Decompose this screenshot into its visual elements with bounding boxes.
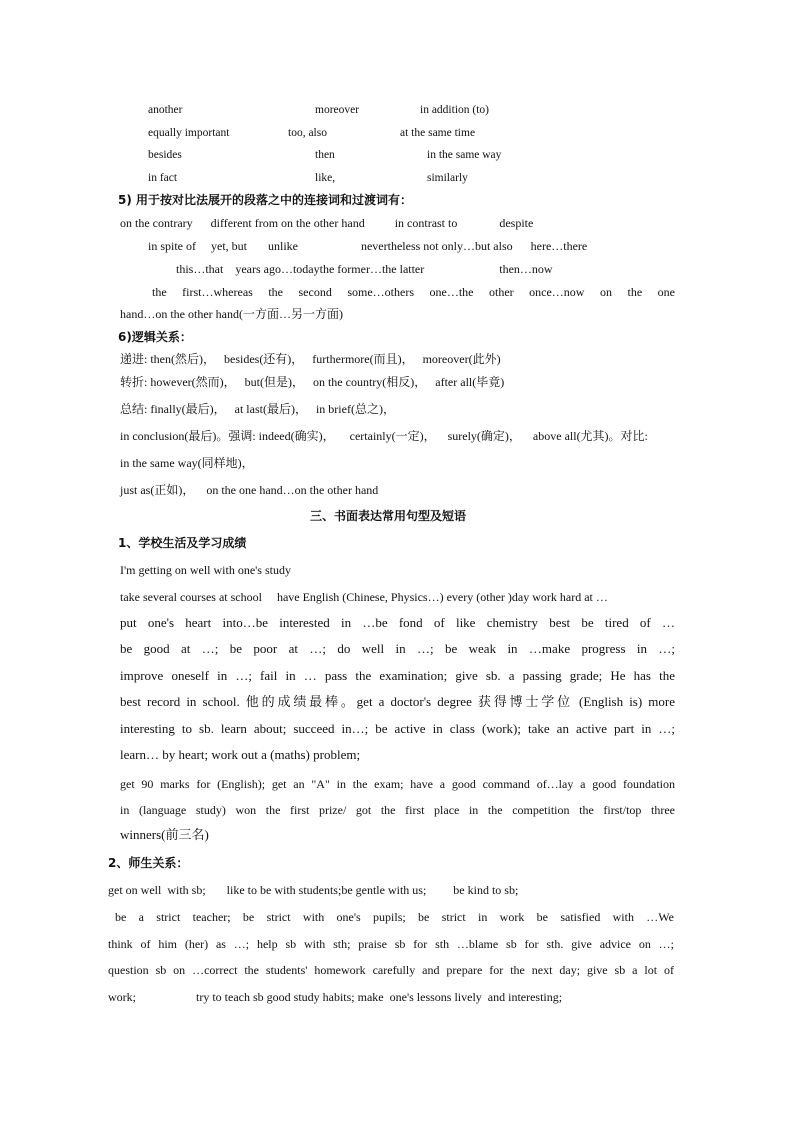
list-item: moreover — [315, 104, 360, 116]
list-item: like, — [315, 172, 336, 184]
list-item: too, also — [288, 127, 327, 139]
text-line: winners(前三名) — [120, 827, 209, 842]
text-line: on the contrary different from on the other hand in contrast to despite — [120, 216, 534, 230]
text-line: 总结: finally(最后)， at last(最后)， in brief(总之)， — [120, 402, 395, 416]
list-item: in the same way — [427, 149, 502, 161]
section-6-heading: 6)逻辑关系： — [118, 330, 192, 344]
section-3-title: 三、书面表达常用句型及短语 — [310, 509, 467, 523]
list-item: in fact — [148, 172, 178, 184]
text-line: the first…whereas the second some…others one…the other once…now on the one — [152, 285, 675, 299]
list-item: besides — [148, 149, 182, 161]
text-line: I'm getting on well with one's study — [120, 563, 291, 577]
text-line: improve oneself in …; fail in … pass the examination; give sb. a passing grade; He has the — [120, 668, 675, 683]
text-line: in (language study) won the first prize/ got the first place in the competition the first/top three — [120, 803, 675, 817]
list-item: similarly — [427, 172, 468, 184]
text-line: hand…on the other hand(一方面…另一方面) — [120, 307, 343, 321]
text-line: interesting to sb. learn about; succeed in…; be active in class (work); take an active part in …; — [120, 721, 675, 736]
list-item: then — [315, 149, 335, 161]
text-line: in conclusion(最后)。强调: indeed(确实)， certainly(一定)， surely(确定)， above all(尤其)。对比: — [120, 429, 648, 443]
text-line: just as(正如)， on the one hand…on the other hand — [120, 483, 379, 497]
text-line: question sb on …correct the students' homework carefully and prepare for the next day; give sb a lot of — [108, 963, 674, 977]
text-line: take several courses at school have English (Chinese, Physics…) every (other )day work hard at … — [120, 590, 608, 604]
subsection-1-heading: 1、学校生活及学习成绩 — [118, 536, 247, 550]
list-item: at the same time — [400, 127, 476, 139]
text-line: learn… by heart; work out a (maths) problem; — [120, 747, 361, 762]
list-item: in addition (to) — [420, 104, 489, 116]
text-line: get 90 marks for (English); get an "A" in the exam; have a good command of…lay a good foundation — [120, 777, 675, 791]
text-line: in spite of yet, but unlike nevertheless not only…but also here…there — [148, 239, 588, 253]
text-line: think of him (her) as …; help sb with sth; praise sb for sth …blame sb for sth. give advice on …; — [108, 937, 674, 951]
text-line: 递进: then(然后)， besides(还有)， furthermore(而且)， moreover(此外) — [120, 352, 501, 366]
section-5-heading: 5) 用于按对比法展开的段落之中的连接词和过渡词有： — [118, 193, 413, 207]
text-line: be good at …; be poor at …; do well in …; be weak in …make progress in …; — [120, 641, 675, 656]
text-line: get on well with sb; like to be with students;be gentle with us; be kind to sb; — [108, 883, 519, 897]
text-line: in the same way(同样地)， — [120, 456, 254, 470]
subsection-2-heading: 2、师生关系： — [108, 856, 189, 870]
text-line: this…that years ago…todaythe former…the latter then…now — [176, 262, 553, 276]
text-line: be a strict teacher; be strict with one's pupils; be strict in work be satisfied with …We — [115, 910, 674, 924]
text-line: best record in school. 他的成绩最棒。get a doctor's degree 获得博士学位 (English is) more — [120, 694, 675, 709]
text-line: 转折: however(然而)， but(但是)， on the country(相反)， after all(毕竟) — [120, 375, 505, 389]
list-item: equally important — [148, 127, 230, 139]
list-item: another — [148, 104, 183, 116]
text-line: put one's heart into…be interested in …be fond of like chemistry best be tired of … — [120, 615, 675, 630]
text-line: work; try to teach sb good study habits; make one's lessons lively and interesting; — [108, 990, 563, 1004]
